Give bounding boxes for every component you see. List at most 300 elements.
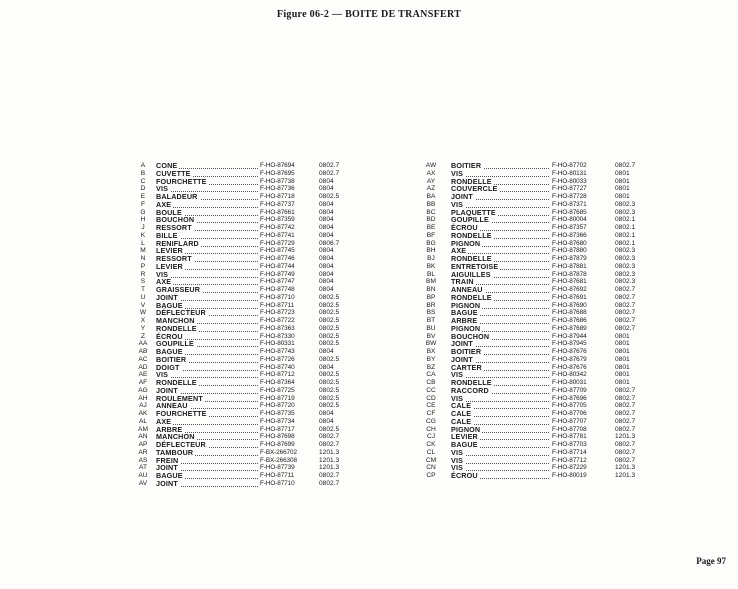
part-group: 0802.7 [319, 472, 340, 479]
part-group: 0804 [319, 363, 334, 371]
part-reference: F-HO-87722 [260, 317, 295, 324]
part-group: 0802.5 [319, 340, 340, 348]
part-code: AW [425, 162, 437, 169]
part-code: CK [426, 441, 436, 448]
part-group: 0802.7 [319, 479, 340, 487]
part-reference: F-HO-87711 [260, 472, 295, 479]
part-reference: F-HO-87688 [552, 309, 587, 317]
part-reference: F-HO-87685 [552, 208, 587, 216]
part-group: 0804 [319, 270, 334, 278]
part-code: CF [426, 410, 436, 417]
part-group: 0802.3 [615, 247, 636, 255]
part-name: VIS [156, 184, 169, 194]
part-group: 0801 [615, 169, 630, 177]
part-name: CONE [156, 161, 178, 170]
part-reference: F-HO-87661 [260, 208, 295, 216]
part-reference: F-HO-87735 [260, 410, 295, 417]
part-code: BP [426, 293, 436, 301]
part-group: 0802.7 [615, 301, 636, 309]
part-name: ANNEAU [451, 285, 483, 294]
part-reference: F-HO-87692 [552, 286, 587, 293]
part-name: LEVIER [451, 432, 478, 442]
part-code: CC [426, 386, 436, 394]
part-name: RENIFLARD [156, 238, 199, 248]
part-name: MANCHON [156, 432, 195, 442]
part-group: 0802.5 [319, 355, 340, 363]
part-name: JOINT [451, 192, 473, 201]
figure-title: Figure 06-2 — BOITE DE TRANSFERT [276, 9, 462, 20]
part-reference: F-HO-87878 [552, 270, 587, 278]
part-reference: F-HO-87747 [260, 278, 295, 286]
part-code: CA [426, 371, 436, 379]
part-group: 0802.3 [615, 255, 636, 262]
part-code: Z [140, 332, 146, 340]
part-name: JOINT [451, 354, 473, 364]
part-code: BG [426, 239, 436, 247]
part-name: BAGUE [451, 440, 478, 449]
part-reference: F-HO-87711 [260, 301, 295, 309]
part-code: AS [138, 456, 148, 464]
part-name: RESSORT [156, 254, 192, 263]
part-code: BX [426, 348, 436, 355]
part-group: 0801 [615, 348, 630, 355]
part-reference: F-HO-87364 [260, 379, 295, 386]
part-group: 0801 [615, 371, 630, 379]
part-group: 0802.5 [319, 293, 340, 301]
part-group: 0802.7 [615, 425, 636, 433]
part-reference: F-HO-87359 [260, 216, 295, 224]
part-group: 0802.7 [615, 309, 636, 317]
part-group: 0802.5 [319, 394, 340, 402]
part-name: VIS [451, 199, 464, 209]
part-code: AL [138, 417, 148, 425]
part-group: 0802.7 [319, 162, 340, 169]
part-reference: F-HO-87706 [552, 410, 587, 417]
part-code: AF [138, 379, 148, 386]
part-group: 1201.3 [615, 472, 636, 479]
part-code: AR [138, 448, 148, 456]
part-group: 1201.3 [615, 433, 636, 441]
part-reference: F-HO-87729 [260, 239, 295, 247]
part-code: B [140, 169, 146, 177]
part-reference: F-HO-87748 [260, 286, 295, 293]
part-reference: F-HO-87879 [552, 255, 587, 262]
part-group: 0804 [319, 208, 334, 216]
part-group: 0802.7 [615, 293, 636, 301]
part-name: ÉCROU [451, 223, 478, 232]
part-group: 0802.7 [615, 456, 636, 464]
part-group: 0801 [615, 177, 630, 185]
part-reference: F-HO-87720 [260, 402, 295, 410]
part-code: BM [426, 278, 436, 286]
part-reference: F-HO-87676 [552, 363, 587, 371]
part-name: ROULEMENT [156, 393, 203, 403]
part-reference: F-HO-87719 [260, 394, 295, 402]
part-code: BN [426, 286, 436, 293]
part-reference: F-HO-87689 [552, 324, 587, 332]
part-code: AY [426, 177, 436, 185]
part-reference: F-HO-87710 [260, 479, 295, 487]
part-group: 0804 [319, 177, 334, 185]
part-group: 0802.7 [615, 402, 636, 410]
part-reference: F-HO-87699 [260, 441, 295, 448]
part-reference: F-HO-87740 [260, 363, 295, 371]
part-name: RESSORT [156, 223, 192, 232]
part-code: BS [426, 309, 436, 317]
part-reference: F-HO-87691 [552, 293, 587, 301]
part-name: CALE [451, 416, 472, 426]
part-reference: F-HO-87742 [260, 224, 295, 231]
part-code: CG [426, 417, 436, 425]
part-group: 0804 [319, 417, 334, 425]
part-name: VIS [451, 393, 464, 403]
part-name: FREIN [156, 455, 179, 465]
part-group: 0802.7 [615, 386, 636, 394]
part-reference: F-HO-87710 [260, 293, 295, 301]
part-reference: F-HO-80031 [552, 379, 587, 386]
part-name: FOURCHETTE [156, 409, 207, 418]
part-code: BR [426, 301, 436, 309]
part-name: GOUPILLE [156, 339, 194, 349]
part-name: BOUCHON [156, 215, 195, 225]
part-reference: F-HO-87744 [260, 262, 295, 270]
part-name: AXE [156, 199, 172, 209]
part-name: PIGNON [451, 238, 481, 248]
part-code: BK [426, 262, 436, 270]
part-group: 0804 [319, 255, 334, 262]
part-code: D [140, 185, 146, 193]
part-reference: F-HO-80019 [552, 472, 587, 479]
part-group: 0802.3 [615, 278, 636, 286]
part-group: 0802.5 [319, 402, 340, 410]
part-code: U [140, 293, 146, 301]
part-code: CP [426, 472, 436, 479]
part-name: RACCORD [451, 385, 489, 395]
part-name: DOIGT [156, 362, 180, 372]
part-code: X [140, 317, 146, 324]
part-reference: F-HO-87695 [260, 169, 295, 177]
part-name: GOUPILLE [451, 215, 489, 225]
part-group: 0802.5 [319, 193, 340, 200]
part-reference: F-HO-87363 [260, 324, 295, 332]
part-reference: F-BX-266308 [260, 456, 297, 464]
part-reference: F-HO-80004 [552, 216, 587, 224]
part-name: PIGNON [451, 300, 481, 310]
part-reference: F-HO-87714 [552, 448, 587, 456]
part-group: 0802.3 [615, 270, 636, 278]
part-name: PIGNON [451, 424, 481, 434]
part-code: AV [138, 479, 148, 487]
part-reference: F-HO-87723 [260, 309, 295, 317]
part-code: AD [138, 363, 148, 371]
part-name: VIS [451, 370, 464, 380]
part-reference: F-HO-87676 [552, 348, 587, 355]
part-code: AM [138, 425, 148, 433]
part-group: 0802.7 [615, 410, 636, 417]
part-name: LEVIER [156, 261, 183, 271]
part-group: 0802.7 [615, 162, 636, 169]
part-reference: F-HO-87781 [552, 433, 587, 441]
part-code: CM [425, 456, 437, 464]
part-name: MANCHON [156, 316, 195, 325]
part-code: BD [426, 216, 436, 224]
part-group: 0802.7 [615, 417, 636, 425]
part-group: 0804 [319, 262, 334, 270]
part-group: 0802.5 [319, 324, 340, 332]
part-group: 0802.1 [615, 224, 636, 231]
part-group: 0802.5 [319, 317, 340, 324]
part-name: ARBRE [451, 316, 478, 325]
part-name: VIS [451, 168, 464, 178]
part-group: 0804 [319, 278, 334, 286]
page-number: Page 97 [696, 556, 726, 566]
part-group: 0801 [615, 193, 630, 200]
part-name: CUVETTE [156, 168, 191, 178]
part-name: LEVIER [156, 246, 183, 256]
part-name: ANNEAU [156, 401, 188, 411]
part-group: 0801 [615, 379, 630, 386]
part-group: 0802.5 [319, 371, 340, 379]
part-reference: F-HO-87745 [260, 247, 295, 255]
part-reference: F-HO-87229 [552, 464, 587, 472]
part-reference: F-HO-87739 [260, 464, 295, 472]
part-name: PLAQUETTE [451, 207, 496, 217]
part-reference: F-HO-87696 [552, 394, 587, 402]
dot-leader [156, 276, 258, 278]
part-code: Y [140, 324, 146, 332]
part-reference: F-HO-87707 [552, 417, 587, 425]
part-name: BAGUE [156, 471, 183, 480]
part-code: T [140, 286, 146, 293]
part-code: V [140, 301, 146, 309]
part-code: BT [426, 317, 436, 324]
part-group: 0802.5 [319, 301, 340, 309]
part-name: RONDELLE [451, 292, 492, 302]
part-name: DÉFLECTEUR [156, 308, 206, 318]
part-code: S [140, 278, 146, 286]
part-name: JOINT [156, 385, 178, 395]
part-reference: F-HO-87709 [552, 386, 587, 394]
part-name: VIS [451, 463, 464, 473]
part-name: RONDELLE [451, 230, 492, 240]
part-reference: F-HO-87880 [552, 247, 587, 255]
part-reference: F-HO-87690 [552, 301, 587, 309]
part-group: 0801 [615, 185, 630, 193]
part-group: 0802.7 [615, 448, 636, 456]
part-code: BE [426, 224, 436, 231]
part-code: AT [139, 464, 147, 472]
part-reference: F-HO-87881 [552, 262, 587, 270]
part-reference: F-HO-87734 [260, 417, 295, 425]
part-name: CALE [451, 401, 472, 411]
part-code: AU [138, 472, 148, 479]
part-group: 0804 [319, 286, 334, 293]
part-reference: F-HO-87727 [552, 185, 587, 193]
part-reference: F-HO-87371 [552, 200, 587, 208]
part-reference: F-HO-87698 [260, 433, 295, 441]
part-code: CB [426, 379, 436, 386]
part-code: J [141, 224, 145, 231]
part-reference: F-HO-87725 [260, 386, 295, 394]
part-name: BOITIER [451, 347, 482, 356]
part-code: AZ [426, 185, 436, 193]
part-reference: F-HO-87330 [260, 332, 295, 340]
part-name: RONDELLE [156, 323, 197, 333]
part-code: BF [426, 231, 436, 239]
part-code: H [140, 216, 146, 224]
part-code: BU [426, 324, 436, 332]
part-code: R [140, 270, 146, 278]
part-group: 0804 [319, 224, 334, 231]
part-group: 0802.7 [319, 433, 340, 441]
part-code: AA [138, 340, 148, 348]
part-name: AXE [156, 277, 172, 287]
part-group: 0802.7 [319, 441, 340, 448]
part-group: 0801 [615, 332, 630, 340]
part-group: 1201.3 [319, 456, 340, 464]
part-code: N [140, 255, 146, 262]
part-reference: F-HO-87746 [260, 255, 295, 262]
part-name: TAMBOUR [156, 447, 194, 457]
part-reference: F-HO-87741 [260, 231, 295, 239]
part-group: 0802.7 [615, 286, 636, 293]
part-group: 0802.5 [319, 332, 340, 340]
part-reference: F-HO-87679 [552, 355, 587, 363]
part-name: RONDELLE [451, 254, 492, 263]
part-name: JOINT [156, 478, 178, 488]
part-code: CH [426, 425, 436, 433]
part-reference: F-HO-87708 [552, 425, 587, 433]
part-group: 0802.1 [615, 216, 636, 224]
part-reference: F-HO-87712 [552, 456, 587, 464]
part-group: 0802.7 [319, 169, 340, 177]
part-code: BC [426, 208, 436, 216]
part-code: L [141, 239, 145, 247]
part-group: 1201.3 [319, 464, 340, 472]
part-reference: F-HO-87366 [552, 231, 587, 239]
part-group: 0802.5 [319, 386, 340, 394]
part-code: BZ [426, 363, 436, 371]
part-code: M [140, 247, 146, 255]
part-name: BAGUE [156, 347, 183, 356]
part-reference: F-HO-87694 [260, 162, 295, 169]
part-group: 1201.3 [319, 448, 340, 456]
part-code: AX [426, 169, 436, 177]
part-name: JOINT [451, 339, 473, 349]
part-name: VIS [156, 370, 169, 380]
part-code: AG [138, 386, 148, 394]
part-code: AH [138, 394, 148, 402]
part-group: 0802.7 [615, 394, 636, 402]
part-name: RONDELLE [451, 378, 492, 387]
part-code: E [140, 193, 146, 200]
part-name: BOULE [156, 207, 182, 217]
part-reference: F-HO-87738 [260, 177, 295, 185]
part-code: AE [138, 371, 148, 379]
part-code: C [140, 177, 146, 185]
part-reference: F-HO-87749 [260, 270, 295, 278]
part-name: JOINT [156, 463, 178, 473]
part-name: PIGNON [451, 323, 481, 333]
part-reference: F-HO-87728 [552, 193, 587, 200]
part-reference: F-HO-87726 [260, 355, 295, 363]
part-code: BA [426, 193, 436, 200]
part-code: CN [426, 464, 436, 472]
part-name: BILLE [156, 230, 178, 240]
part-group: 1201.3 [615, 464, 636, 472]
part-reference: F-HO-87686 [552, 317, 587, 324]
part-name: RONDELLE [451, 176, 492, 186]
part-group: 0804 [319, 348, 334, 355]
part-group: 0804 [319, 247, 334, 255]
part-name: BOUCHON [451, 331, 490, 341]
part-reference: F-HO-80033 [552, 177, 587, 185]
part-code: CE [426, 402, 436, 410]
part-name: COUVERCLE [451, 184, 498, 194]
part-group: 0804 [319, 231, 334, 239]
part-code: CL [426, 448, 436, 456]
part-reference: F-HO-87703 [552, 441, 587, 448]
dot-leader [451, 454, 549, 456]
part-code: P [140, 262, 146, 270]
part-reference: F-HO-87737 [260, 200, 295, 208]
part-name: VIS [451, 447, 464, 457]
part-code: AP [138, 441, 148, 448]
part-name: AXE [451, 246, 467, 256]
part-group: 0802.3 [615, 262, 636, 270]
part-name: BALADEUR [156, 192, 198, 201]
part-name: ÉCROU [156, 331, 183, 341]
part-code: AK [138, 410, 148, 417]
part-code: K [140, 231, 146, 239]
part-reference: F-HO-87357 [552, 224, 587, 231]
part-group: 0801 [615, 363, 630, 371]
part-group: 0802.7 [615, 324, 636, 332]
part-code: AJ [139, 402, 147, 410]
part-name: AIGUILLES [451, 269, 491, 279]
part-code: BH [426, 247, 436, 255]
part-code: BL [426, 270, 436, 278]
part-group: 0802.7 [615, 441, 636, 448]
part-name: BOITIER [451, 161, 482, 170]
part-code: CD [426, 394, 436, 402]
part-name: VIS [451, 455, 464, 465]
part-code: AB [138, 348, 148, 355]
part-reference: F-HO-87705 [552, 402, 587, 410]
part-code: BJ [427, 255, 435, 262]
part-group: 0806.7 [319, 239, 340, 247]
part-reference: F-HO-80342 [552, 371, 587, 379]
part-name: RONDELLE [156, 378, 197, 387]
part-reference: F-HO-87743 [260, 348, 295, 355]
part-code: AN [138, 433, 148, 441]
part-group: 0802.5 [319, 425, 340, 433]
part-code: CJ [426, 433, 436, 441]
part-reference: F-HO-87736 [260, 185, 295, 193]
part-code: BY [426, 355, 436, 363]
part-group: 0802.5 [319, 309, 340, 317]
part-name: AXE [156, 416, 172, 426]
part-group: 0804 [319, 185, 334, 193]
part-name: FOURCHETTE [156, 176, 207, 186]
part-name: CALE [451, 409, 472, 418]
part-name: CARTER [451, 362, 482, 372]
part-code: AC [138, 355, 148, 363]
part-name: DÉFLECTEUR [156, 440, 206, 449]
part-name: TRAIN [451, 277, 474, 287]
part-reference: F-HO-87680 [552, 239, 587, 247]
part-reference: F-HO-87712 [260, 371, 295, 379]
